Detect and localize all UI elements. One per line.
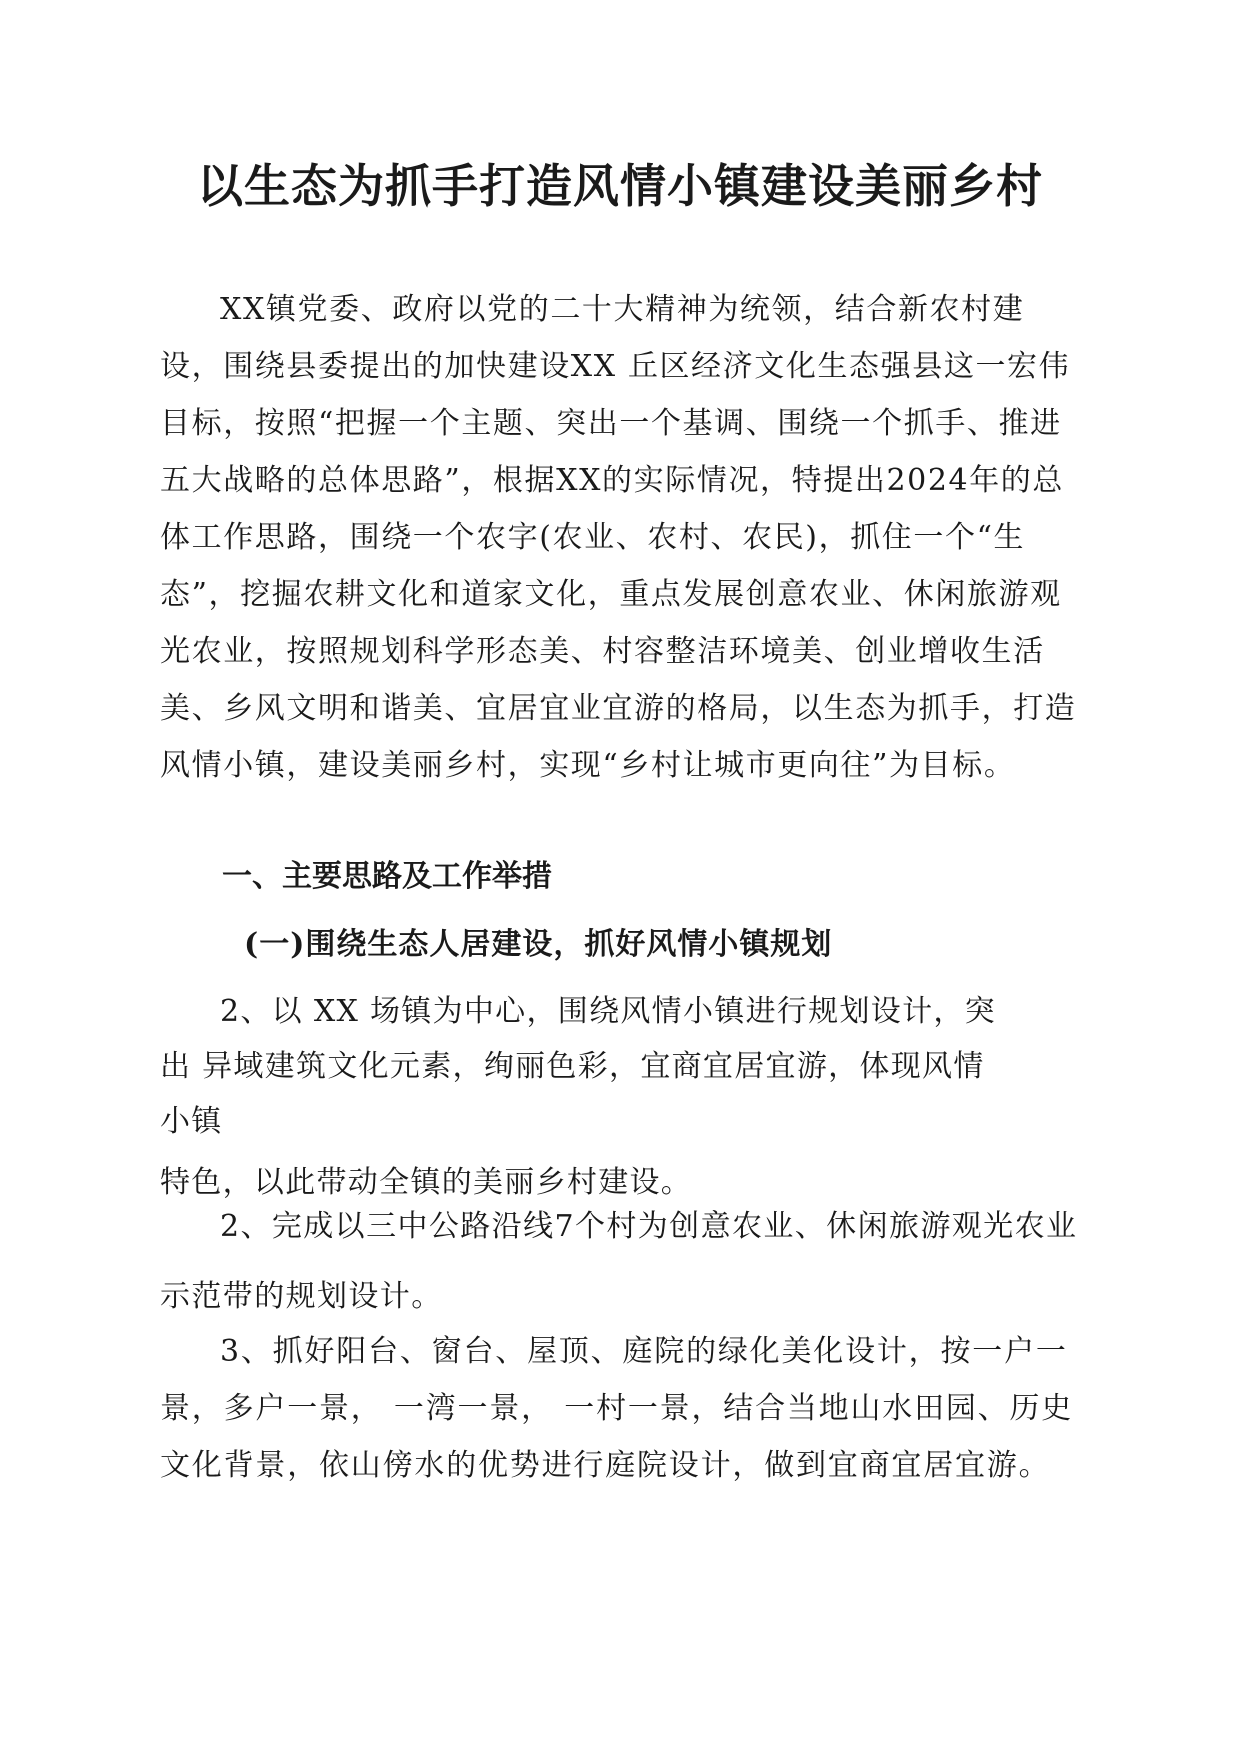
list-item-3: 3、抓好阳台、窗台、屋顶、庭院的绿化美化设计，按一户一景，多户一景， 一湾一景， 一村一景，结合当地山水田园、历史文化背景，依山傍水的优势进行庭院设计，做到宜商宜居宜游。 <box>160 1334 1074 1483</box>
section-heading: 一、主要思路及工作举措 <box>222 859 552 894</box>
list-item-2: 2、完成以三中公路沿线7个村为创意农业、休闲旅游观光农业示范带的规划设计。 <box>160 1209 1078 1314</box>
list-item-1-line-3: 小镇 <box>160 1104 223 1139</box>
subsection-heading: (一)围绕生态人居建设，抓好风情小镇规划 <box>244 927 833 962</box>
list-item-1-line-4: 特色，以此带动全镇的美丽乡村建设。 <box>160 1165 693 1200</box>
intro-paragraph: XX镇党委、政府以党的二十大精神为统领，结合新农村建设，围绕县委提出的加快建设XX 丘区经济文化生态强县这一宏伟目标，按照“把握一个主题、突出一个基调、围绕一个抓手、推进五大战略的总体思路”，根据XX的实际情况，特提出2024年的总体工作思路，围绕一个农字(农业、农村、农民)，抓住一个“生态”，挖掘农耕文化和道家文化，重点发展创意农业、休闲旅游观光农业，按照规划科学形态美、村容整洁环境美、创业增收生活美、乡风文明和谐美、宜居宜业宜游的格局，以生态为抓手，打造风情小镇，建设美丽乡村，实现“乡村让城市更向往”为目标。 <box>160 292 1077 783</box>
list-item-1-line-1: 2、以 XX 场镇为中心，围绕风情小镇进行规划设计，突 <box>220 994 996 1029</box>
list-item-1 <box>160 984 1040 1210</box>
document-title: 以生态为抓手打造风情小镇建设美丽乡村 <box>197 159 1043 213</box>
list-item-1-line-2: 出 异域建筑文化元素，绚丽色彩，宜商宜居宜游，体现风情 <box>160 1049 985 1084</box>
